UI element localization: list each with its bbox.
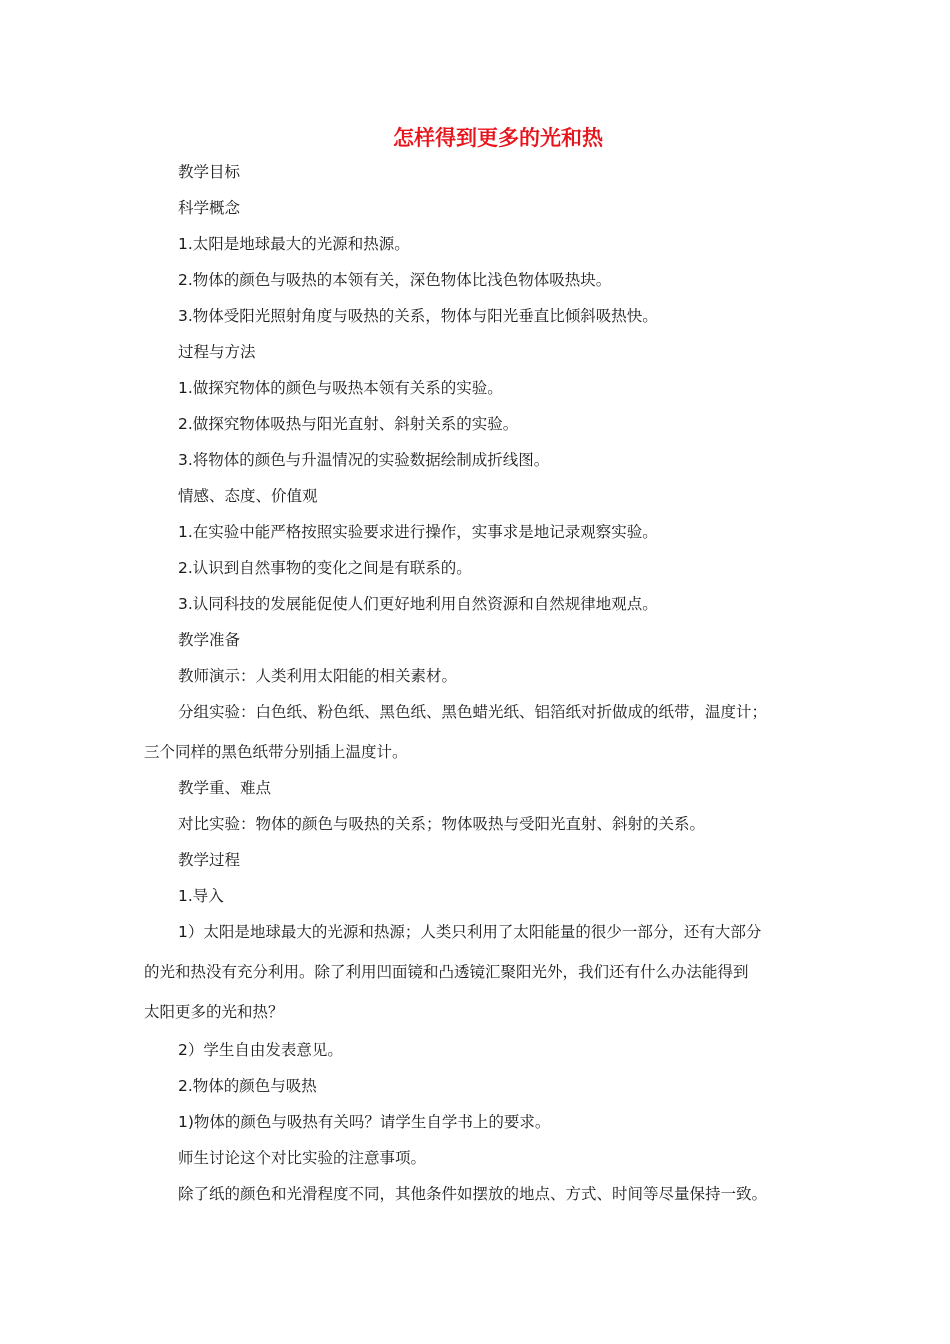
paragraph-line: 1）太阳是地球最大的光源和热源；人类只利用了太阳能量的很少一部分，还有大部分 (178, 923, 762, 941)
paragraph-line: 对比实验：物体的颜色与吸热的关系；物体吸热与受阳光直射、斜射的关系。 (178, 815, 706, 833)
paragraph-line: 3.物体受阳光照射角度与吸热的关系，物体与阳光垂直比倾斜吸热快。 (178, 307, 658, 325)
paragraph-line: 太阳更多的光和热？ (144, 1003, 284, 1021)
paragraph-line: 师生讨论这个对比实验的注意事项。 (178, 1149, 427, 1167)
paragraph-line: 2.认识到自然事物的变化之间是有联系的。 (178, 559, 472, 577)
subheading-color-and-heat: 2.物体的颜色与吸热 (178, 1077, 317, 1095)
paragraph-line: 2.物体的颜色与吸热的本领有关，深色物体比浅色物体吸热块。 (178, 271, 612, 289)
paragraph-line: 2）学生自由发表意见。 (178, 1041, 343, 1059)
section-heading-teaching-goals: 教学目标 (178, 163, 241, 181)
paragraph-line: 2.做探究物体吸热与阳光直射、斜射关系的实验。 (178, 415, 519, 433)
section-heading-key-points: 教学重、难点 (178, 779, 272, 797)
paragraph-line: 三个同样的黑色纸带分别插上温度计。 (144, 743, 408, 761)
subheading-process-methods: 过程与方法 (178, 343, 256, 361)
paragraph-line: 3.认同科技的发展能促使人们更好地利用自然资源和自然规律地观点。 (178, 595, 658, 613)
section-heading-preparation: 教学准备 (178, 631, 241, 649)
document-title: 怎样得到更多的光和热 (393, 126, 603, 150)
paragraph-line: 分组实验：白色纸、粉色纸、黑色纸、黑色蜡光纸、铝箔纸对折做成的纸带，温度计； (178, 703, 768, 721)
paragraph-line: 除了纸的颜色和光滑程度不同，其他条件如摆放的地点、方式、时间等尽量保持一致。 (178, 1185, 768, 1203)
section-heading-teaching-process: 教学过程 (178, 851, 241, 869)
subheading-attitudes-values: 情感、态度、价值观 (178, 487, 318, 505)
subheading-science-concepts: 科学概念 (178, 199, 241, 217)
paragraph-line: 1.太阳是地球最大的光源和热源。 (178, 235, 410, 253)
paragraph-line: 3.将物体的颜色与升温情况的实验数据绘制成折线图。 (178, 451, 550, 469)
paragraph-line: 教师演示：人类利用太阳能的相关素材。 (178, 667, 458, 685)
paragraph-line: 的光和热没有充分利用。除了利用凹面镜和凸透镜汇聚阳光外，我们还有什么办法能得到 (144, 963, 749, 981)
subheading-introduction: 1.导入 (178, 887, 224, 905)
paragraph-line: 1.做探究物体的颜色与吸热本领有关系的实验。 (178, 379, 503, 397)
paragraph-line: 1)物体的颜色与吸热有关吗？请学生自学书上的要求。 (178, 1113, 551, 1131)
paragraph-line: 1.在实验中能严格按照实验要求进行操作，实事求是地记录观察实验。 (178, 523, 658, 541)
